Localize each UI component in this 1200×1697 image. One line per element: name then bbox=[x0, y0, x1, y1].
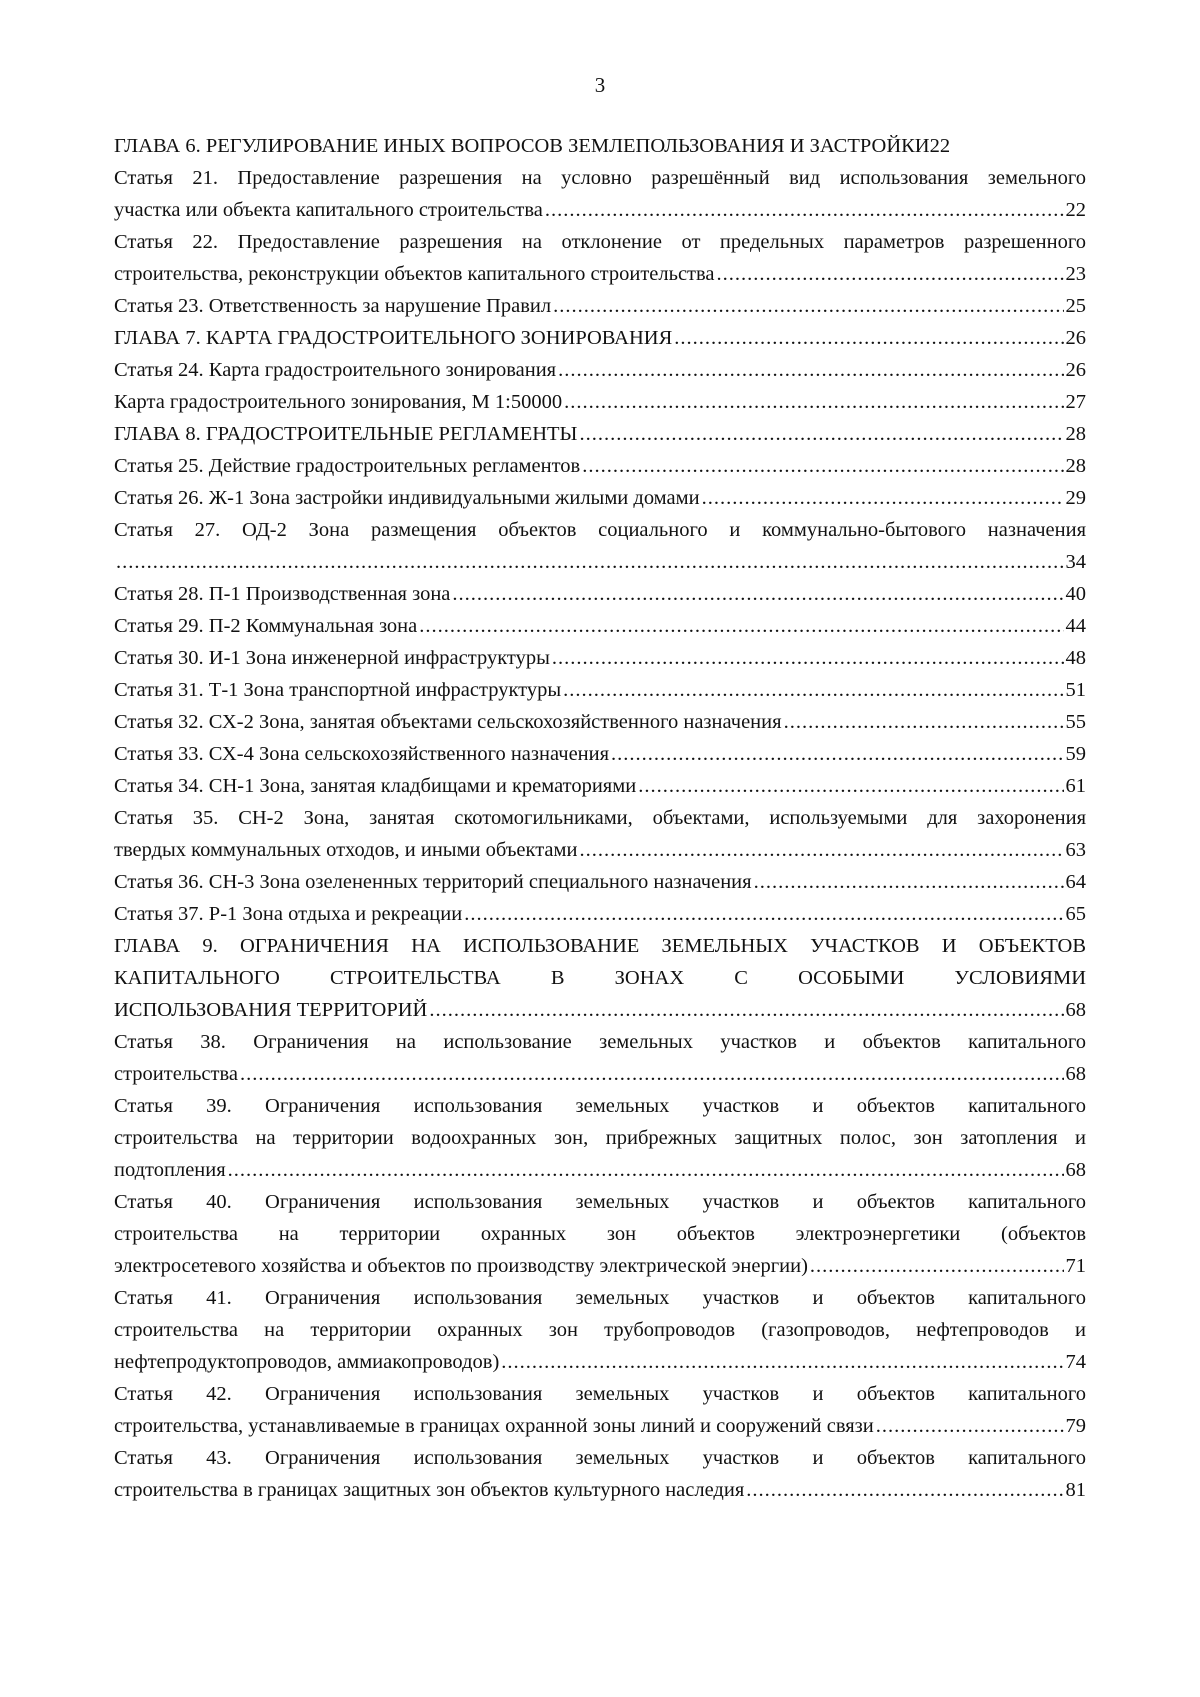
toc-entry-title: ИСПОЛЬЗОВАНИЯ ТЕРРИТОРИЙ bbox=[114, 999, 428, 1021]
toc-entry-page: 64 bbox=[1065, 871, 1086, 893]
toc-entry-title: Статья 24. Карта градостроительного зонирования bbox=[114, 359, 557, 381]
toc-entry[interactable] bbox=[114, 290, 1086, 322]
toc-entry-line: Статья 41. Ограничения использования земельных участков и объектов капитального bbox=[114, 1287, 1086, 1309]
toc-entry-title: нефтепродуктопроводов, аммиакопроводов) bbox=[114, 1351, 500, 1373]
toc-entry-line: Статья 35. СН-2 Зона, занятая скотомогильниками, объектами, используемыми для захоронения bbox=[114, 807, 1086, 829]
toc-entry-page: 74 bbox=[1065, 1351, 1086, 1373]
toc-entry[interactable] bbox=[114, 866, 1086, 898]
toc-entry-last-line bbox=[114, 578, 1086, 610]
toc-entry-line: строительства на территории охранных зон объектов электроэнергетики (объектов bbox=[114, 1223, 1086, 1245]
dot-leader bbox=[419, 610, 1063, 642]
toc-entry-last-line bbox=[114, 834, 1086, 866]
toc-entry-title: Статья 34. СН-1 Зона, занятая кладбищами и крематориями bbox=[114, 775, 637, 797]
dot-leader bbox=[674, 322, 1063, 354]
toc-entry-last-line bbox=[114, 546, 1086, 578]
toc-entry-title: Статья 32. СХ-2 Зона, занятая объектами сельскохозяйственного назначения bbox=[114, 711, 782, 733]
toc-entry-title: Статья 23. Ответственность за нарушение Правил bbox=[114, 295, 552, 317]
toc-entry[interactable] bbox=[114, 706, 1086, 738]
toc-entry-page: 28 bbox=[1065, 455, 1086, 477]
toc-entry-title: Статья 28. П-1 Производственная зона bbox=[114, 583, 451, 605]
toc-entry-page: 79 bbox=[1065, 1415, 1086, 1437]
dot-leader bbox=[429, 994, 1063, 1026]
toc-entry-page: 59 bbox=[1065, 743, 1086, 765]
toc-entry-page: 23 bbox=[1065, 263, 1086, 285]
toc-entry-page: 51 bbox=[1065, 679, 1086, 701]
toc-entry-title: Статья 25. Действие градостроительных регламентов bbox=[114, 455, 581, 477]
toc-entry-page: 44 bbox=[1065, 615, 1086, 637]
toc-entry-last-line bbox=[114, 610, 1086, 642]
dot-leader bbox=[754, 866, 1064, 898]
toc-entry-last-line bbox=[114, 354, 1086, 386]
toc-entry-title: Статья 37. Р-1 Зона отдыха и рекреации bbox=[114, 903, 463, 925]
toc-entry[interactable] bbox=[114, 418, 1086, 450]
dot-leader bbox=[240, 1058, 1064, 1090]
dot-leader bbox=[545, 194, 1064, 226]
toc-entry-line: Статья 43. Ограничения использования земельных участков и объектов капитального bbox=[114, 1447, 1086, 1469]
toc-entry[interactable] bbox=[114, 130, 1086, 162]
toc-entry-last-line bbox=[114, 1058, 1086, 1090]
toc-entry-page: 48 bbox=[1065, 647, 1086, 669]
toc-entry[interactable] bbox=[114, 1186, 1086, 1282]
toc-entry-title: Статья 33. СХ-4 Зона сельскохозяйственного назначения bbox=[114, 743, 610, 765]
toc-entry-page: 26 bbox=[1065, 327, 1086, 349]
toc-entry[interactable] bbox=[114, 1442, 1086, 1506]
toc-entry-page: 81 bbox=[1065, 1479, 1086, 1501]
toc-entry-last-line bbox=[114, 1474, 1086, 1506]
dot-leader bbox=[579, 834, 1063, 866]
dot-leader bbox=[638, 770, 1063, 802]
toc-entry-title: строительства bbox=[114, 1063, 238, 1085]
toc-entry[interactable] bbox=[114, 738, 1086, 770]
table-of-contents bbox=[114, 130, 1086, 1506]
toc-entry-title: ГЛАВА 7. КАРТА ГРАДОСТРОИТЕЛЬНОГО ЗОНИРОВАНИЯ bbox=[114, 327, 673, 349]
toc-entry-page: 27 bbox=[1065, 391, 1086, 413]
toc-entry[interactable] bbox=[114, 898, 1086, 930]
toc-entry[interactable] bbox=[114, 226, 1086, 290]
dot-leader bbox=[717, 258, 1064, 290]
toc-entry-last-line bbox=[114, 290, 1086, 322]
toc-entry-title: ГЛАВА 8. ГРАДОСТРОИТЕЛЬНЫЕ РЕГЛАМЕНТЫ bbox=[114, 423, 578, 445]
toc-entry-last-line bbox=[114, 1250, 1086, 1282]
toc-entry-title: электросетевого хозяйства и объектов по производству электрической энергии) bbox=[114, 1255, 808, 1277]
toc-entry[interactable] bbox=[114, 450, 1086, 482]
toc-entry-title: строительства, устанавливаемые в границах охранной зоны линий и сооружений связи bbox=[114, 1415, 874, 1437]
toc-entry-line: строительства на территории охранных зон трубопроводов (газопроводов, нефтепроводов и bbox=[114, 1319, 1086, 1341]
toc-entry-page: 22 bbox=[1065, 199, 1086, 221]
dot-leader bbox=[611, 738, 1063, 770]
toc-entry[interactable] bbox=[114, 514, 1086, 578]
toc-entry[interactable] bbox=[114, 802, 1086, 866]
toc-entry-title: Карта градостроительного зонирования, М 1:50000 bbox=[114, 391, 563, 413]
toc-entry-last-line bbox=[114, 738, 1086, 770]
toc-entry[interactable] bbox=[114, 1282, 1086, 1378]
dot-leader bbox=[702, 482, 1064, 514]
toc-entry-last-line bbox=[114, 1346, 1086, 1378]
toc-entry-last-line bbox=[114, 258, 1086, 290]
toc-entry[interactable] bbox=[114, 674, 1086, 706]
toc-entry-last-line bbox=[114, 642, 1086, 674]
toc-entry-title: подтопления bbox=[114, 1159, 226, 1181]
toc-entry-page: 26 bbox=[1065, 359, 1086, 381]
toc-entry[interactable] bbox=[114, 610, 1086, 642]
toc-entry-last-line bbox=[114, 194, 1086, 226]
dot-leader bbox=[553, 290, 1063, 322]
toc-entry[interactable] bbox=[114, 930, 1086, 1026]
toc-entry-line: Статья 42. Ограничения использования земельных участков и объектов капитального bbox=[114, 1383, 1086, 1405]
dot-leader bbox=[464, 898, 1063, 930]
toc-entry-last-line bbox=[114, 418, 1086, 450]
toc-entry-line: ГЛАВА 9. ОГРАНИЧЕНИЯ НА ИСПОЛЬЗОВАНИЕ ЗЕМЕЛЬНЫХ УЧАСТКОВ И ОБЪЕКТОВ bbox=[114, 935, 1086, 957]
toc-entry-last-line bbox=[114, 866, 1086, 898]
dot-leader bbox=[116, 546, 1064, 578]
toc-entry-page: 34 bbox=[1065, 551, 1086, 573]
toc-entry-page: 68 bbox=[1065, 999, 1086, 1021]
toc-entry-title: Статья 36. СН-3 Зона озелененных территорий специального назначения bbox=[114, 871, 752, 893]
toc-entry-last-line bbox=[114, 994, 1086, 1026]
toc-entry[interactable] bbox=[114, 1378, 1086, 1442]
toc-entry-last-line bbox=[114, 1410, 1086, 1442]
toc-entry-last-line bbox=[114, 450, 1086, 482]
toc-entry-title: ГЛАВА 6. РЕГУЛИРОВАНИЕ ИНЫХ ВОПРОСОВ ЗЕМЛЕПОЛЬЗОВАНИЯ И ЗАСТРОЙКИ bbox=[114, 135, 930, 157]
toc-entry-page: 40 bbox=[1065, 583, 1086, 605]
dot-leader bbox=[746, 1474, 1063, 1506]
dot-leader bbox=[582, 450, 1063, 482]
toc-entry[interactable] bbox=[114, 1026, 1086, 1090]
toc-entry-title: строительства в границах защитных зон объектов культурного наследия bbox=[114, 1479, 745, 1501]
toc-entry-last-line bbox=[114, 898, 1086, 930]
toc-entry-last-line bbox=[114, 386, 1086, 418]
dot-leader bbox=[552, 642, 1064, 674]
toc-entry-line: строительства на территории водоохранных зон, прибрежных защитных полос, зон затопления и bbox=[114, 1127, 1086, 1149]
toc-entry-page: 65 bbox=[1065, 903, 1086, 925]
toc-entry-title: Статья 30. И-1 Зона инженерной инфраструктуры bbox=[114, 647, 550, 669]
toc-entry-last-line bbox=[114, 1154, 1086, 1186]
toc-entry[interactable] bbox=[114, 386, 1086, 418]
toc-entry-page: 71 bbox=[1065, 1255, 1086, 1277]
toc-entry[interactable] bbox=[114, 482, 1086, 514]
toc-entry-last-line bbox=[114, 674, 1086, 706]
toc-entry[interactable] bbox=[114, 162, 1086, 226]
dot-leader bbox=[810, 1250, 1064, 1282]
toc-entry-last-line bbox=[114, 482, 1086, 514]
toc-entry-line: Статья 39. Ограничения использования земельных участков и объектов капитального bbox=[114, 1095, 1086, 1117]
toc-entry-line: Статья 27. ОД-2 Зона размещения объектов социального и коммунально-бытового назначения bbox=[114, 519, 1086, 541]
toc-entry-page: 28 bbox=[1065, 423, 1086, 445]
toc-entry-page: 29 bbox=[1065, 487, 1086, 509]
toc-entry-page: 61 bbox=[1065, 775, 1086, 797]
dot-leader bbox=[564, 386, 1063, 418]
toc-entry-title: Статья 26. Ж-1 Зона застройки индивидуальными жилыми домами bbox=[114, 487, 700, 509]
toc-entry[interactable] bbox=[114, 642, 1086, 674]
toc-entry-line: Статья 38. Ограничения на использование земельных участков и объектов капитального bbox=[114, 1031, 1086, 1053]
toc-entry-page: 68 bbox=[1065, 1063, 1086, 1085]
toc-entry-page: 55 bbox=[1065, 711, 1086, 733]
toc-entry-line: Статья 40. Ограничения использования земельных участков и объектов капитального bbox=[114, 1191, 1086, 1213]
toc-entry-line: Статья 22. Предоставление разрешения на отклонение от предельных параметров разрешенного bbox=[114, 231, 1086, 253]
toc-entry-page: 68 bbox=[1065, 1159, 1086, 1181]
toc-entry-title: строительства, реконструкции объектов капитального строительства bbox=[114, 263, 715, 285]
dot-leader bbox=[784, 706, 1064, 738]
dot-leader bbox=[563, 674, 1063, 706]
toc-entry-title: Статья 29. П-2 Коммунальная зона bbox=[114, 615, 418, 637]
toc-entry-page: 25 bbox=[1065, 295, 1086, 317]
toc-entry-title: твердых коммунальных отходов, и иными объектами bbox=[114, 839, 578, 861]
toc-entry-last-line bbox=[114, 322, 1086, 354]
dot-leader bbox=[579, 418, 1063, 450]
toc-entry-title: участка или объекта капитального строительства bbox=[114, 199, 543, 221]
toc-entry-line: Статья 21. Предоставление разрешения на условно разрешённый вид использования земельного bbox=[114, 167, 1086, 189]
dot-leader bbox=[501, 1346, 1063, 1378]
toc-entry-page: 63 bbox=[1065, 839, 1086, 861]
toc-entry-line: КАПИТАЛЬНОГО СТРОИТЕЛЬСТВА В ЗОНАХ С ОСОБЫМИ УСЛОВИЯМИ bbox=[114, 967, 1086, 989]
toc-entry[interactable] bbox=[114, 770, 1086, 802]
dot-leader bbox=[876, 1410, 1064, 1442]
toc-entry[interactable] bbox=[114, 1090, 1086, 1186]
toc-entry-title: Статья 31. Т-1 Зона транспортной инфраструктуры bbox=[114, 679, 562, 701]
toc-entry-last-line bbox=[114, 130, 1086, 162]
dot-leader bbox=[558, 354, 1063, 386]
toc-entry-last-line bbox=[114, 706, 1086, 738]
dot-leader bbox=[452, 578, 1063, 610]
dot-leader bbox=[228, 1154, 1064, 1186]
page-number: 3 bbox=[594, 73, 606, 97]
toc-entry-last-line bbox=[114, 770, 1086, 802]
toc-entry-page: 22 bbox=[929, 135, 951, 157]
toc-entry[interactable] bbox=[114, 578, 1086, 610]
toc-entry[interactable] bbox=[114, 322, 1086, 354]
toc-entry[interactable] bbox=[114, 354, 1086, 386]
